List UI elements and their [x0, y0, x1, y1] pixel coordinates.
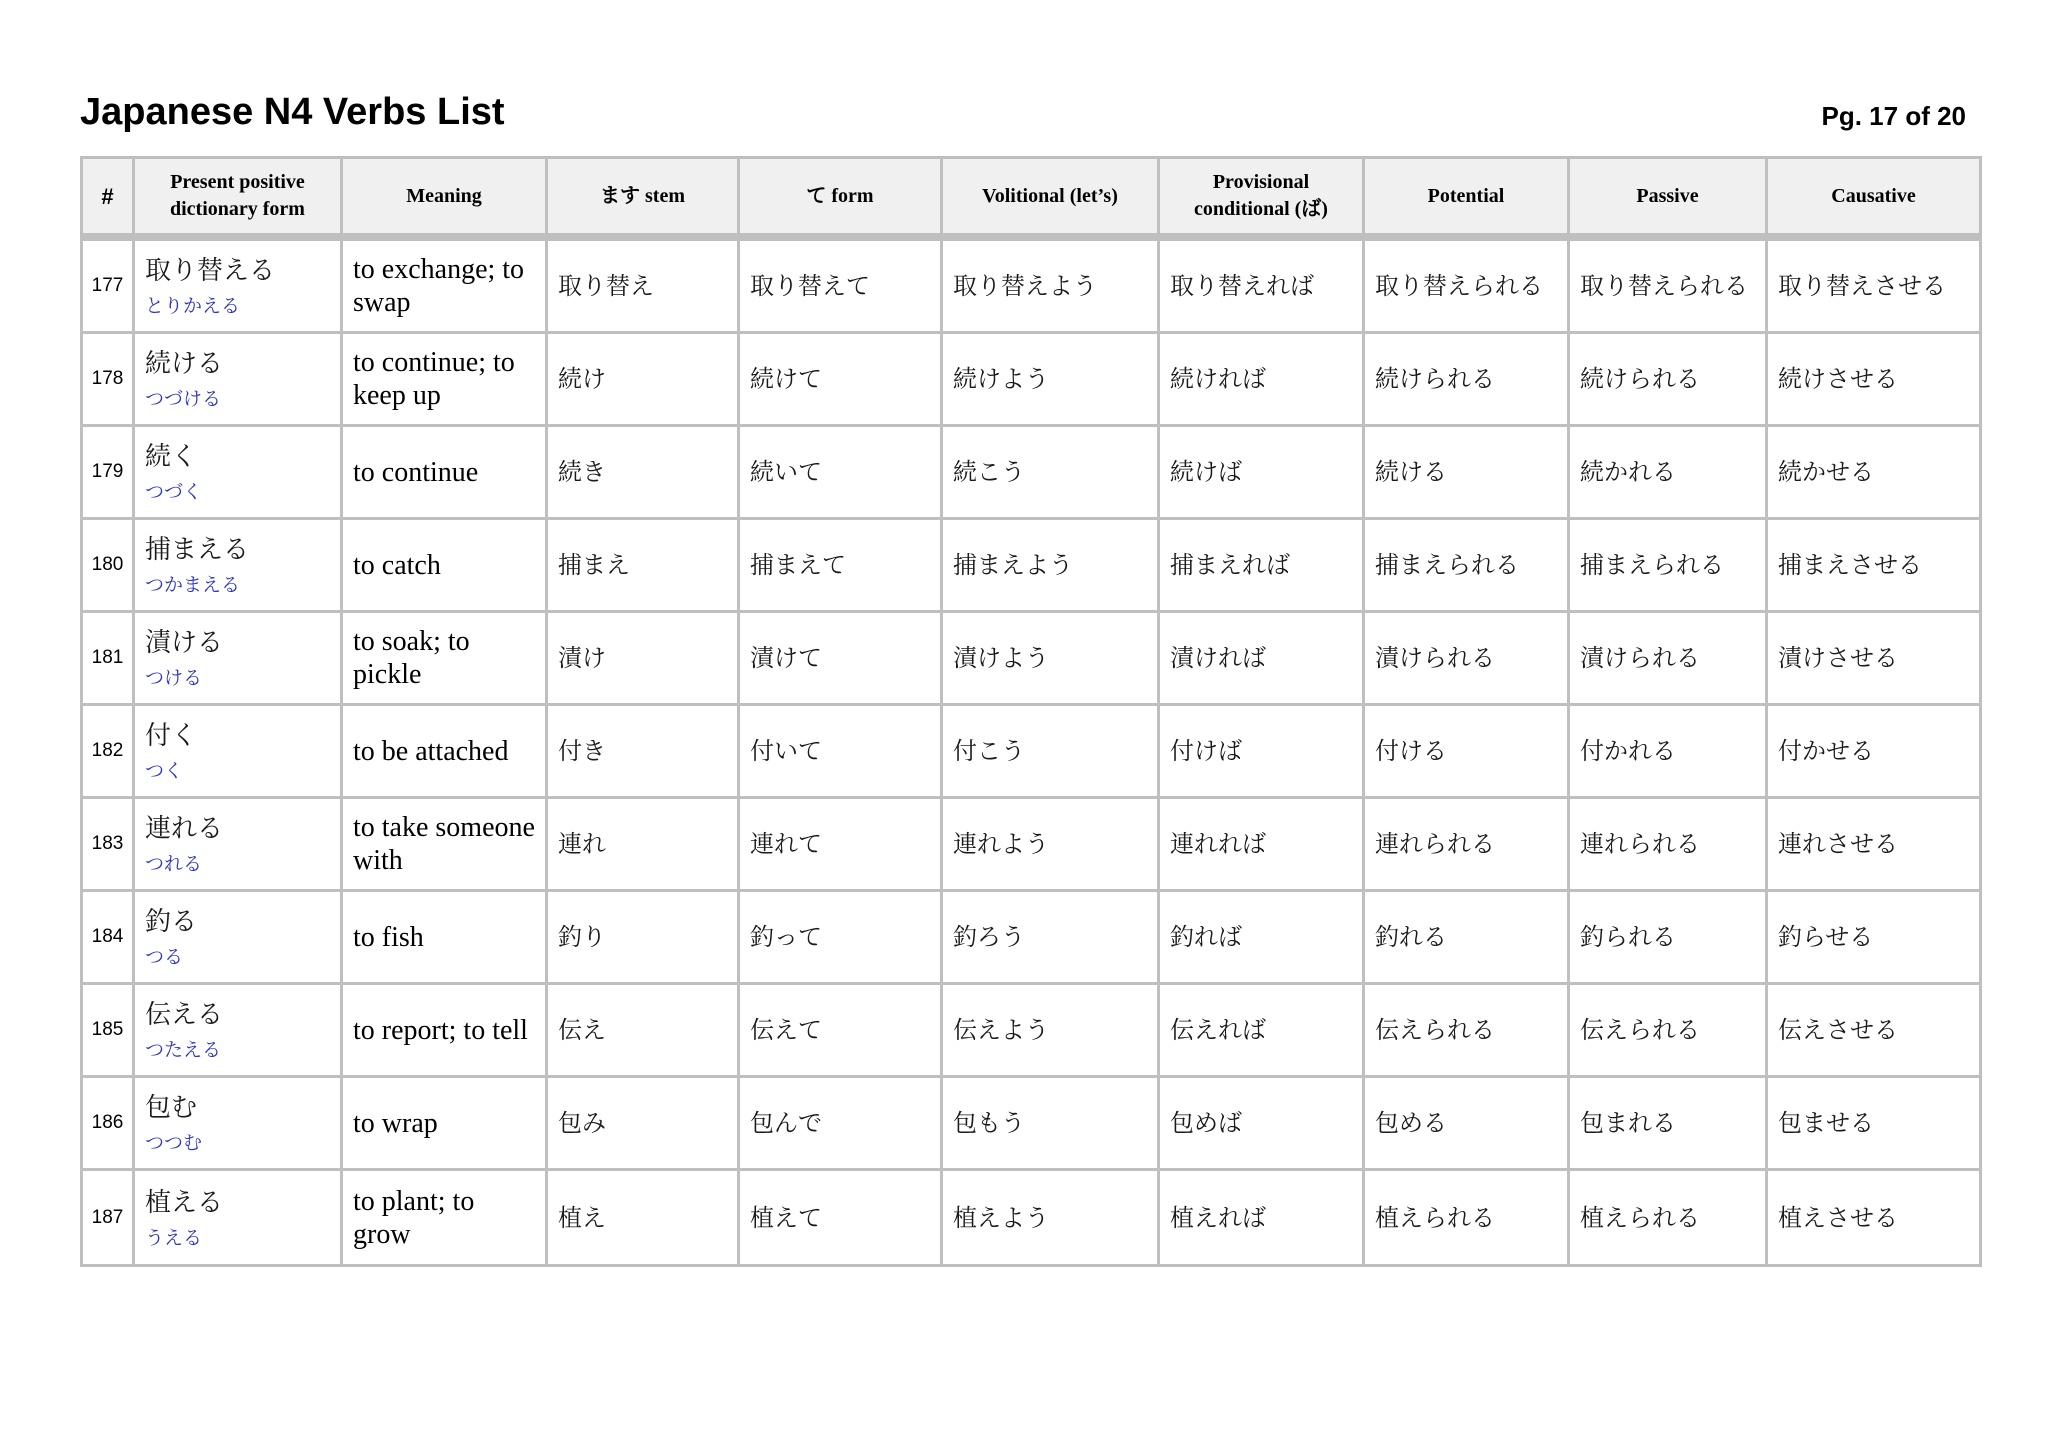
dictionary-reading: つづく	[145, 481, 203, 503]
dictionary-kanji: 続ける	[145, 349, 224, 379]
potential-cell: 続ける	[1365, 427, 1570, 520]
dictionary-reading: つく	[145, 760, 184, 782]
document-title: Japanese N4 Verbs List	[80, 91, 505, 133]
conditional-cell: 連れれば	[1160, 799, 1365, 892]
masu-stem-cell: 植え	[548, 1171, 740, 1264]
row-number: 178	[83, 334, 135, 427]
meaning-cell: to be attached	[343, 706, 548, 799]
dictionary-reading: つかまえる	[145, 574, 241, 596]
dictionary-kanji: 包む	[145, 1093, 198, 1123]
masu-stem-cell: 釣り	[548, 892, 740, 985]
conditional-cell: 続ければ	[1160, 334, 1365, 427]
te-form-cell: 植えて	[740, 1171, 943, 1264]
dictionary-kanji: 連れる	[145, 814, 224, 844]
column-header-dictionary-form: Present positive dictionary form	[135, 159, 343, 241]
conditional-cell: 取り替えれば	[1160, 241, 1365, 334]
column-header-causative: Causative	[1768, 159, 1979, 241]
te-form-cell: 続けて	[740, 334, 943, 427]
causative-cell: 取り替えさせる	[1768, 241, 1979, 334]
dictionary-reading: つづける	[145, 388, 222, 410]
potential-cell: 続けられる	[1365, 334, 1570, 427]
causative-cell: 連れさせる	[1768, 799, 1979, 892]
table-row	[83, 427, 1979, 520]
meaning-cell: to soak; to pickle	[343, 613, 548, 706]
dictionary-reading: つつむ	[145, 1132, 203, 1154]
dictionary-form-cell	[135, 241, 343, 334]
conditional-cell: 釣れば	[1160, 892, 1365, 985]
potential-cell: 捕まえられる	[1365, 520, 1570, 613]
volitional-cell: 連れよう	[943, 799, 1160, 892]
passive-cell: 漬けられる	[1570, 613, 1768, 706]
dictionary-kanji: 捕まえる	[145, 535, 250, 565]
masu-stem-cell: 付き	[548, 706, 740, 799]
dictionary-form-cell	[135, 706, 343, 799]
dictionary-form-cell	[135, 520, 343, 613]
passive-cell: 伝えられる	[1570, 985, 1768, 1078]
causative-cell: 続けさせる	[1768, 334, 1979, 427]
te-form-cell: 取り替えて	[740, 241, 943, 334]
table-row	[83, 241, 1979, 334]
column-header-meaning: Meaning	[343, 159, 548, 241]
meaning-cell: to continue; to keep up	[343, 334, 548, 427]
dictionary-kanji: 釣る	[145, 907, 198, 937]
table-row	[83, 334, 1979, 427]
dictionary-reading: つる	[145, 946, 184, 968]
row-number: 186	[83, 1078, 135, 1171]
meaning-cell: to report; to tell	[343, 985, 548, 1078]
passive-cell: 包まれる	[1570, 1078, 1768, 1171]
volitional-cell: 捕まえよう	[943, 520, 1160, 613]
causative-cell: 伝えさせる	[1768, 985, 1979, 1078]
dictionary-reading: とりかえる	[145, 295, 241, 317]
potential-cell: 包める	[1365, 1078, 1570, 1171]
dictionary-form-cell	[135, 892, 343, 985]
column-header-potential: Potential	[1365, 159, 1570, 241]
row-number: 183	[83, 799, 135, 892]
masu-stem-cell: 漬け	[548, 613, 740, 706]
dictionary-reading: つれる	[145, 853, 203, 875]
dictionary-kanji: 付く	[145, 721, 198, 751]
passive-cell: 連れられる	[1570, 799, 1768, 892]
row-number: 184	[83, 892, 135, 985]
dictionary-form-cell	[135, 985, 343, 1078]
passive-cell: 取り替えられる	[1570, 241, 1768, 334]
conditional-cell: 包めば	[1160, 1078, 1365, 1171]
te-form-cell: 捕まえて	[740, 520, 943, 613]
masu-stem-cell: 伝え	[548, 985, 740, 1078]
table-row	[83, 520, 1979, 613]
dictionary-reading: つける	[145, 667, 203, 689]
potential-cell: 連れられる	[1365, 799, 1570, 892]
table-row	[83, 985, 1979, 1078]
masu-stem-cell: 連れ	[548, 799, 740, 892]
causative-cell: 植えさせる	[1778, 1203, 1898, 1232]
volitional-cell: 続こう	[943, 427, 1160, 520]
row-number: 187	[83, 1171, 135, 1264]
potential-cell: 釣れる	[1365, 892, 1570, 985]
dictionary-kanji: 取り替える	[145, 256, 276, 286]
causative-cell: 続かせる	[1768, 427, 1979, 520]
meaning-cell: to plant; to grow	[343, 1171, 548, 1264]
te-form-cell: 続いて	[740, 427, 943, 520]
row-number: 179	[83, 427, 135, 520]
dictionary-kanji: 漬ける	[145, 628, 224, 658]
row-number: 182	[83, 706, 135, 799]
volitional-cell: 漬けよう	[943, 613, 1160, 706]
te-form-cell: 釣って	[740, 892, 943, 985]
passive-cell: 釣られる	[1570, 892, 1768, 985]
causative-cell: 付かせる	[1768, 706, 1979, 799]
volitional-cell: 植えよう	[943, 1171, 1160, 1264]
volitional-cell: 付こう	[943, 706, 1160, 799]
masu-stem-cell: 続け	[548, 334, 740, 427]
conditional-cell: 続けば	[1160, 427, 1365, 520]
potential-cell: 伝えられる	[1365, 985, 1570, 1078]
row-number: 177	[83, 241, 135, 334]
meaning-cell: to fish	[343, 892, 548, 985]
potential-cell: 付ける	[1365, 706, 1570, 799]
passive-cell: 植えられる	[1570, 1171, 1768, 1264]
potential-cell: 植えられる	[1365, 1171, 1570, 1264]
dictionary-form-cell	[135, 613, 343, 706]
row-number: 185	[83, 985, 135, 1078]
table-row	[83, 799, 1979, 892]
volitional-cell: 釣ろう	[943, 892, 1160, 985]
masu-stem-cell: 包み	[548, 1078, 740, 1171]
te-form-cell: 漬けて	[740, 613, 943, 706]
meaning-cell: to take someone with	[343, 799, 548, 892]
column-header-volitional: Volitional (let’s)	[943, 159, 1160, 241]
page-number: Pg. 17 of 20	[1821, 101, 1966, 131]
causative-cell: 捕まえさせる	[1768, 520, 1979, 613]
meaning-cell: to wrap	[343, 1078, 548, 1171]
volitional-cell: 包もう	[943, 1078, 1160, 1171]
dictionary-kanji: 伝える	[145, 1000, 224, 1030]
table-row	[83, 1171, 1979, 1264]
table-row	[83, 1078, 1979, 1171]
dictionary-reading: つたえる	[145, 1039, 222, 1061]
row-number: 181	[83, 613, 135, 706]
conditional-cell: 付けば	[1160, 706, 1365, 799]
te-form-cell: 連れて	[740, 799, 943, 892]
column-header-passive: Passive	[1570, 159, 1768, 241]
dictionary-kanji: 植える	[145, 1187, 224, 1218]
passive-cell: 捕まえられる	[1570, 520, 1768, 613]
conditional-cell: 捕まえれば	[1160, 520, 1365, 613]
passive-cell: 付かれる	[1570, 706, 1768, 799]
te-form-cell: 付いて	[740, 706, 943, 799]
table-row	[83, 706, 1979, 799]
column-header-masu-stem: ます stem	[548, 159, 740, 241]
causative-cell: 漬けさせる	[1768, 613, 1979, 706]
potential-cell: 漬けられる	[1365, 613, 1570, 706]
meaning-cell: to exchange; to swap	[343, 241, 548, 334]
te-form-cell: 伝えて	[740, 985, 943, 1078]
column-header-te-form: て form	[740, 159, 943, 241]
volitional-cell: 続けよう	[943, 334, 1160, 427]
column-header-number: #	[83, 159, 135, 241]
dictionary-form-cell	[135, 334, 343, 427]
potential-cell: 取り替えられる	[1365, 241, 1570, 334]
dictionary-form-cell	[135, 1171, 343, 1264]
causative-cell: 釣らせる	[1768, 892, 1979, 985]
conditional-cell: 漬ければ	[1160, 613, 1365, 706]
row-number: 180	[83, 520, 135, 613]
volitional-cell: 取り替えよう	[943, 241, 1160, 334]
masu-stem-cell: 続き	[548, 427, 740, 520]
dictionary-form-cell	[135, 799, 343, 892]
dictionary-reading: うえる	[145, 1226, 203, 1249]
te-form-cell: 包んで	[740, 1078, 943, 1171]
dictionary-form-cell	[135, 1078, 343, 1171]
table-row	[83, 613, 1979, 706]
meaning-cell: to catch	[343, 520, 548, 613]
conditional-cell: 伝えれば	[1160, 985, 1365, 1078]
passive-cell: 続けられる	[1570, 334, 1768, 427]
causative-cell: 包ませる	[1768, 1078, 1979, 1171]
meaning-cell: to continue	[343, 427, 548, 520]
masu-stem-cell: 捕まえ	[548, 520, 740, 613]
column-header-conditional: Provisional conditional (ば)	[1160, 159, 1365, 241]
dictionary-kanji: 続く	[145, 442, 198, 472]
table-header-row	[83, 159, 1979, 241]
masu-stem-cell: 取り替え	[548, 241, 740, 334]
dictionary-form-cell	[135, 427, 343, 520]
conditional-cell: 植えれば	[1160, 1171, 1365, 1264]
volitional-cell: 伝えよう	[943, 985, 1160, 1078]
passive-cell: 続かれる	[1570, 427, 1768, 520]
table-row	[83, 892, 1979, 985]
verb-table	[80, 156, 1982, 1267]
